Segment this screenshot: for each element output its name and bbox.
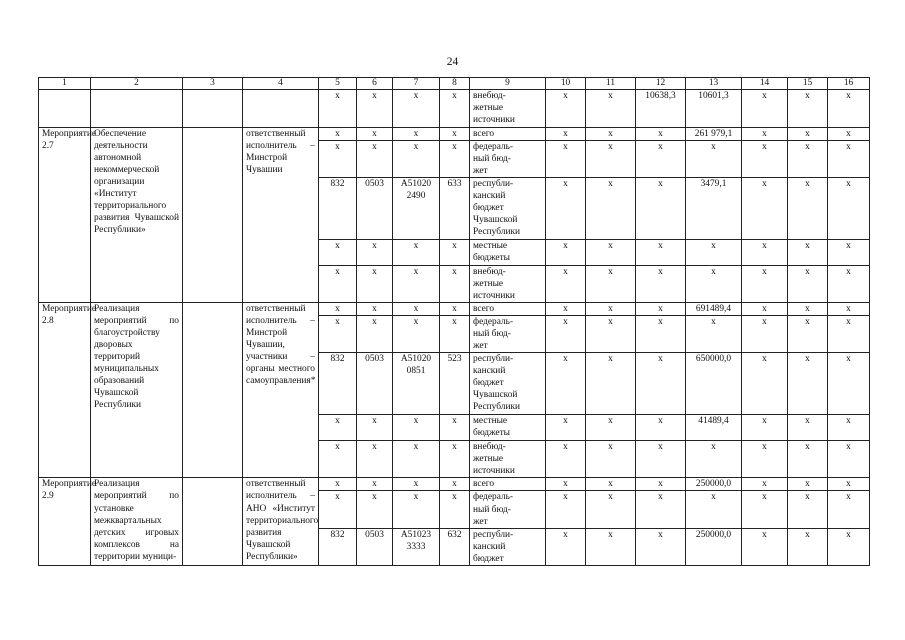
funding-source-cell: внебюд- жетные источники: [470, 90, 546, 128]
cell-col3: [183, 128, 243, 303]
cell-col12: x: [636, 240, 686, 266]
cell-col12: x: [636, 266, 686, 303]
cell-col10: x: [546, 528, 586, 565]
cell-col14: x: [742, 128, 788, 141]
cell-col12: 10638,3: [636, 90, 686, 128]
cell-col14: x: [742, 528, 788, 565]
cell-col11: x: [586, 90, 636, 128]
page-number: 24: [446, 56, 459, 68]
cell-col16: x: [828, 266, 870, 303]
table-row: [39, 128, 870, 141]
cell-col5: 832: [319, 353, 357, 415]
item-responsible-cell: ответственный исполнитель – Минстрой Чувашии: [243, 128, 319, 303]
cell-col14: x: [742, 353, 788, 415]
cell-col16: x: [828, 491, 870, 528]
column-number-header: 3: [183, 78, 243, 90]
cell-col11: x: [586, 491, 636, 528]
cell-col14: x: [742, 478, 788, 491]
cell-col11: x: [586, 141, 636, 178]
funding-source-cell: республи- канский бюджет Чувашской Республики: [470, 178, 546, 240]
cell-col13: x: [686, 266, 742, 303]
cell-col13: 250000,0: [686, 478, 742, 491]
cell-col15: x: [788, 316, 828, 353]
cell-col8: x: [440, 478, 470, 491]
cell-col16: x: [828, 178, 870, 240]
cell-col15: x: [788, 266, 828, 303]
cell-col15: x: [788, 528, 828, 565]
cell-col6: x: [357, 128, 393, 141]
funding-source-cell: внебюд- жетные источники: [470, 266, 546, 303]
cell-col12: x: [636, 415, 686, 441]
cell-col10: x: [546, 266, 586, 303]
cell-col15: x: [788, 128, 828, 141]
column-number-header: 11: [586, 78, 636, 90]
cell-col5: x: [319, 128, 357, 141]
cell-col16: x: [828, 316, 870, 353]
cell-col16: x: [828, 478, 870, 491]
cell-col1: [39, 90, 91, 128]
cell-col11: x: [586, 303, 636, 316]
item-name-cell: Мероприятие 2.8: [39, 303, 91, 478]
cell-col5: x: [319, 415, 357, 441]
cell-col7: А51023 3333: [393, 528, 440, 565]
cell-col8: x: [440, 316, 470, 353]
funding-source-cell: республи- канский бюджет Чувашской Республики: [470, 353, 546, 415]
cell-col6: x: [357, 141, 393, 178]
cell-col3: [183, 90, 243, 128]
column-number-header: 1: [39, 78, 91, 90]
cell-col12: x: [636, 441, 686, 478]
cell-col11: x: [586, 478, 636, 491]
column-number-row: [39, 78, 870, 90]
funding-source-cell: республи- канский бюджет: [470, 528, 546, 565]
cell-col12: x: [636, 528, 686, 565]
cell-col14: x: [742, 303, 788, 316]
cell-col15: x: [788, 303, 828, 316]
column-number-header: 9: [470, 78, 546, 90]
cell-col12: x: [636, 128, 686, 141]
funding-source-cell: федераль- ный бюд- жет: [470, 316, 546, 353]
cell-col14: x: [742, 90, 788, 128]
cell-col11: x: [586, 128, 636, 141]
column-number-header: 12: [636, 78, 686, 90]
funding-source-cell: местные бюджеты: [470, 415, 546, 441]
cell-col4: [243, 90, 319, 128]
column-number-header: 5: [319, 78, 357, 90]
funding-source-cell: местные бюджеты: [470, 240, 546, 266]
cell-col12: x: [636, 141, 686, 178]
cell-col5: x: [319, 303, 357, 316]
cell-col13: x: [686, 316, 742, 353]
cell-col16: x: [828, 141, 870, 178]
cell-col14: x: [742, 441, 788, 478]
cell-col6: x: [357, 240, 393, 266]
cell-col6: 0503: [357, 178, 393, 240]
cell-col8: x: [440, 491, 470, 528]
cell-col14: x: [742, 266, 788, 303]
cell-col6: x: [357, 266, 393, 303]
cell-col6: x: [357, 316, 393, 353]
cell-col7: x: [393, 141, 440, 178]
cell-col6: x: [357, 90, 393, 128]
cell-col5: x: [319, 478, 357, 491]
cell-col13: 261 979,1: [686, 128, 742, 141]
column-number-header: 13: [686, 78, 742, 90]
funding-source-cell: всего: [470, 128, 546, 141]
cell-col5: x: [319, 90, 357, 128]
cell-col16: x: [828, 128, 870, 141]
cell-col13: 41489,4: [686, 415, 742, 441]
cell-col13: 691489,4: [686, 303, 742, 316]
cell-col16: x: [828, 90, 870, 128]
cell-col14: x: [742, 491, 788, 528]
cell-col7: x: [393, 128, 440, 141]
cell-col12: x: [636, 491, 686, 528]
cell-col7: x: [393, 303, 440, 316]
cell-col11: x: [586, 240, 636, 266]
cell-col16: x: [828, 415, 870, 441]
cell-col10: x: [546, 415, 586, 441]
cell-col7: x: [393, 266, 440, 303]
cell-col10: x: [546, 353, 586, 415]
cell-col10: x: [546, 441, 586, 478]
funding-source-cell: внебюд- жетные источники: [470, 441, 546, 478]
cell-col15: x: [788, 415, 828, 441]
table-row: [39, 478, 870, 491]
cell-col15: x: [788, 240, 828, 266]
cell-col15: x: [788, 441, 828, 478]
cell-col10: x: [546, 316, 586, 353]
table-row: [39, 303, 870, 316]
cell-col7: x: [393, 90, 440, 128]
cell-col7: x: [393, 478, 440, 491]
cell-col11: x: [586, 441, 636, 478]
cell-col5: x: [319, 441, 357, 478]
cell-col8: x: [440, 128, 470, 141]
cell-col11: x: [586, 266, 636, 303]
column-number-header: 14: [742, 78, 788, 90]
funding-source-cell: всего: [470, 303, 546, 316]
column-number-header: 7: [393, 78, 440, 90]
cell-col5: 832: [319, 178, 357, 240]
cell-col16: x: [828, 240, 870, 266]
cell-col14: x: [742, 415, 788, 441]
cell-col14: x: [742, 240, 788, 266]
cell-col8: 633: [440, 178, 470, 240]
cell-col11: x: [586, 178, 636, 240]
cell-col15: x: [788, 90, 828, 128]
cell-col5: x: [319, 141, 357, 178]
cell-col10: x: [546, 478, 586, 491]
cell-col16: x: [828, 441, 870, 478]
column-number-header: 4: [243, 78, 319, 90]
item-description-cell: Реализация мероприятий по благоустройству дворовых территорий муниципальных образований Чувашской Республики: [91, 303, 183, 478]
cell-col8: x: [440, 266, 470, 303]
cell-col3: [183, 303, 243, 478]
column-number-header: 15: [788, 78, 828, 90]
cell-col14: x: [742, 178, 788, 240]
cell-col10: x: [546, 303, 586, 316]
cell-col11: x: [586, 528, 636, 565]
cell-col16: x: [828, 303, 870, 316]
cell-col6: x: [357, 415, 393, 441]
cell-col15: x: [788, 178, 828, 240]
cell-col10: x: [546, 491, 586, 528]
cell-col6: 0503: [357, 528, 393, 565]
cell-col6: x: [357, 303, 393, 316]
cell-col10: x: [546, 128, 586, 141]
cell-col13: x: [686, 141, 742, 178]
budget-table: [38, 77, 870, 566]
cell-col5: x: [319, 316, 357, 353]
cell-col7: x: [393, 491, 440, 528]
cell-col6: x: [357, 491, 393, 528]
cell-col7: x: [393, 415, 440, 441]
cell-col6: x: [357, 478, 393, 491]
funding-source-cell: федераль- ный бюд- жет: [470, 491, 546, 528]
cell-col13: 3479,1: [686, 178, 742, 240]
cell-col15: x: [788, 353, 828, 415]
cell-col10: x: [546, 90, 586, 128]
cell-col13: x: [686, 240, 742, 266]
cell-col3: [183, 478, 243, 565]
item-responsible-cell: ответственный исполнитель – Минстрой Чувашии, участники – органы местного самоуправления*: [243, 303, 319, 478]
cell-col7: x: [393, 316, 440, 353]
cell-col13: 650000,0: [686, 353, 742, 415]
cell-col13: 250000,0: [686, 528, 742, 565]
cell-col11: x: [586, 316, 636, 353]
item-responsible-cell: ответственный исполнитель – АНО «Институт территориального развития Чувашской Республики»: [243, 478, 319, 565]
cell-col5: x: [319, 491, 357, 528]
column-number-header: 8: [440, 78, 470, 90]
cell-col13: x: [686, 491, 742, 528]
item-description-cell: Обеспечение деятельности автономной некоммерческой организации «Институт территориального развития Чувашской Республики»: [91, 128, 183, 303]
table-row: [39, 90, 870, 128]
cell-col12: x: [636, 178, 686, 240]
cell-col2: [91, 90, 183, 128]
cell-col7: x: [393, 441, 440, 478]
cell-col10: x: [546, 178, 586, 240]
column-number-header: 2: [91, 78, 183, 90]
cell-col8: x: [440, 415, 470, 441]
column-number-header: 6: [357, 78, 393, 90]
cell-col5: x: [319, 240, 357, 266]
cell-col8: x: [440, 90, 470, 128]
cell-col7: А51020 2490: [393, 178, 440, 240]
cell-col12: x: [636, 478, 686, 491]
cell-col12: x: [636, 316, 686, 353]
cell-col15: x: [788, 141, 828, 178]
cell-col8: 523: [440, 353, 470, 415]
cell-col8: x: [440, 141, 470, 178]
cell-col10: x: [546, 240, 586, 266]
cell-col13: x: [686, 441, 742, 478]
cell-col8: x: [440, 240, 470, 266]
cell-col14: x: [742, 316, 788, 353]
item-description-cell: Реализация мероприятий по установке межквартальных детских игровых комплексов на территории муници-: [91, 478, 183, 565]
cell-col13: 10601,3: [686, 90, 742, 128]
column-number-header: 16: [828, 78, 870, 90]
cell-col11: x: [586, 353, 636, 415]
cell-col8: x: [440, 303, 470, 316]
cell-col10: x: [546, 141, 586, 178]
cell-col6: x: [357, 441, 393, 478]
cell-col16: x: [828, 353, 870, 415]
item-name-cell: Мероприятие 2.9: [39, 478, 91, 565]
cell-col8: x: [440, 441, 470, 478]
cell-col12: x: [636, 303, 686, 316]
cell-col5: x: [319, 266, 357, 303]
funding-source-cell: всего: [470, 478, 546, 491]
cell-col7: А51020 0851: [393, 353, 440, 415]
cell-col7: x: [393, 240, 440, 266]
item-name-cell: Мероприятие 2.7: [39, 128, 91, 303]
cell-col15: x: [788, 491, 828, 528]
cell-col15: x: [788, 478, 828, 491]
cell-col8: 632: [440, 528, 470, 565]
cell-col6: 0503: [357, 353, 393, 415]
funding-source-cell: федераль- ный бюд- жет: [470, 141, 546, 178]
cell-col12: x: [636, 353, 686, 415]
cell-col11: x: [586, 415, 636, 441]
cell-col5: 832: [319, 528, 357, 565]
column-number-header: 10: [546, 78, 586, 90]
cell-col14: x: [742, 141, 788, 178]
cell-col16: x: [828, 528, 870, 565]
